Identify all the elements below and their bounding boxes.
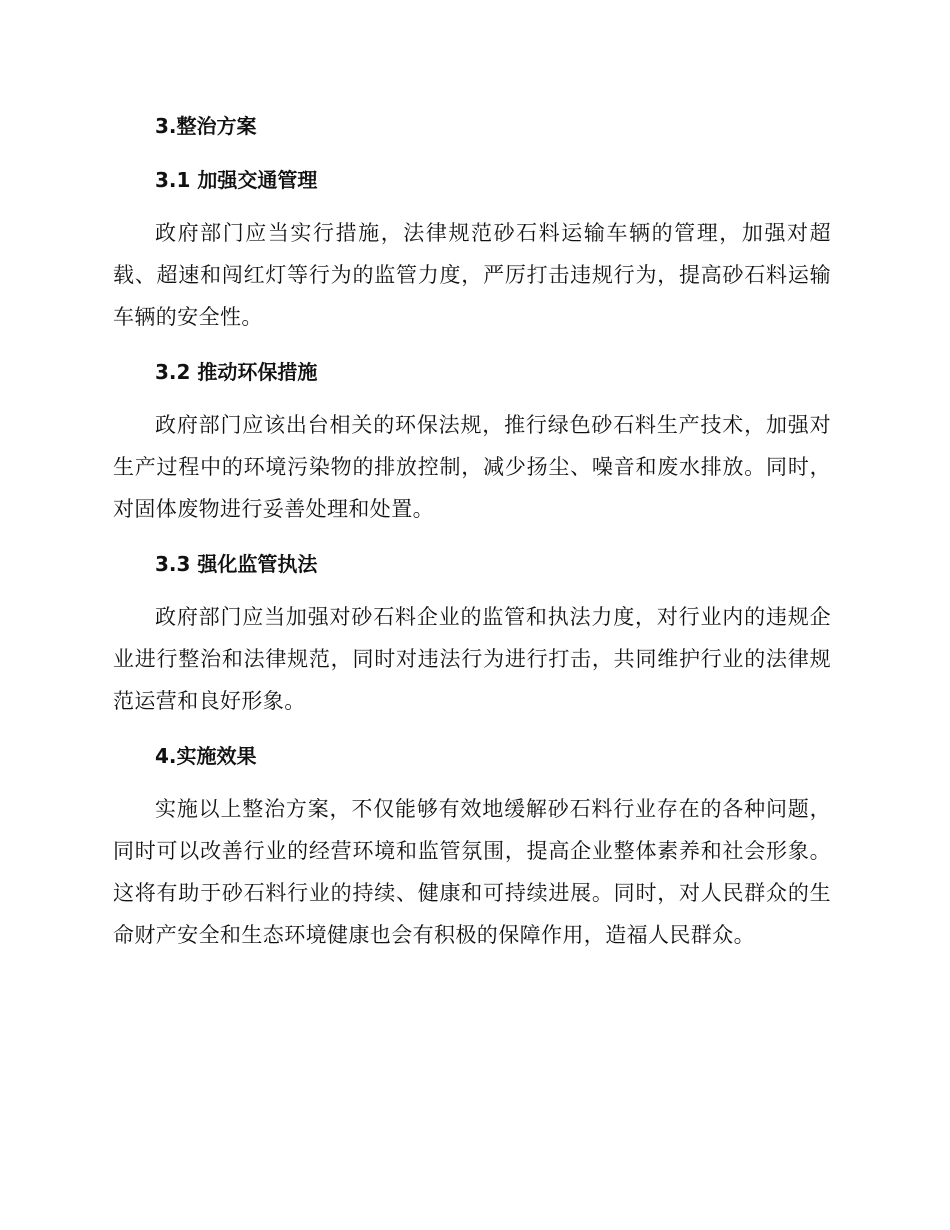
section-heading-3-1: 3.1 加强交通管理 xyxy=(155,168,318,192)
paragraph-3-3: 政府部门应当加强对砂石料企业的监管和执法力度，对行业内的违规企业进行整治和法律规范，同时对违法行为进行打击，共同维护行业的法律规范运营和良好形象。 xyxy=(113,605,831,713)
section-heading-4: 4.实施效果 xyxy=(155,744,257,768)
section-heading-3-3: 3.3 强化监管执法 xyxy=(155,552,318,576)
section-heading-3-2: 3.2 推动环保措施 xyxy=(155,360,318,384)
paragraph-4: 实施以上整治方案，不仅能够有效地缓解砂石料行业存在的各种问题，同时可以改善行业的经营环境和监管氛围，提高企业整体素养和社会形象。这将有助于砂石料行业的持续、健康和可持续进展。同时，对人民群众的生命财产安全和生态环境健康也会有积极的保障作用，造福人民群众。 xyxy=(113,797,831,947)
paragraph-3-2: 政府部门应该出台相关的环保法规，推行绿色砂石料生产技术，加强对生产过程中的环境污染物的排放控制，减少扬尘、噪音和废水排放。同时，对固体废物进行妥善处理和处置。 xyxy=(113,413,831,521)
section-heading-3: 3.整治方案 xyxy=(155,114,257,138)
document-body xyxy=(113,108,831,972)
paragraph-3-1: 政府部门应当实行措施，法律规范砂石料运输车辆的管理，加强对超载、超速和闯红灯等行为的监管力度，严厉打击违规行为，提高砂石料运输车辆的安全性。 xyxy=(113,221,831,329)
